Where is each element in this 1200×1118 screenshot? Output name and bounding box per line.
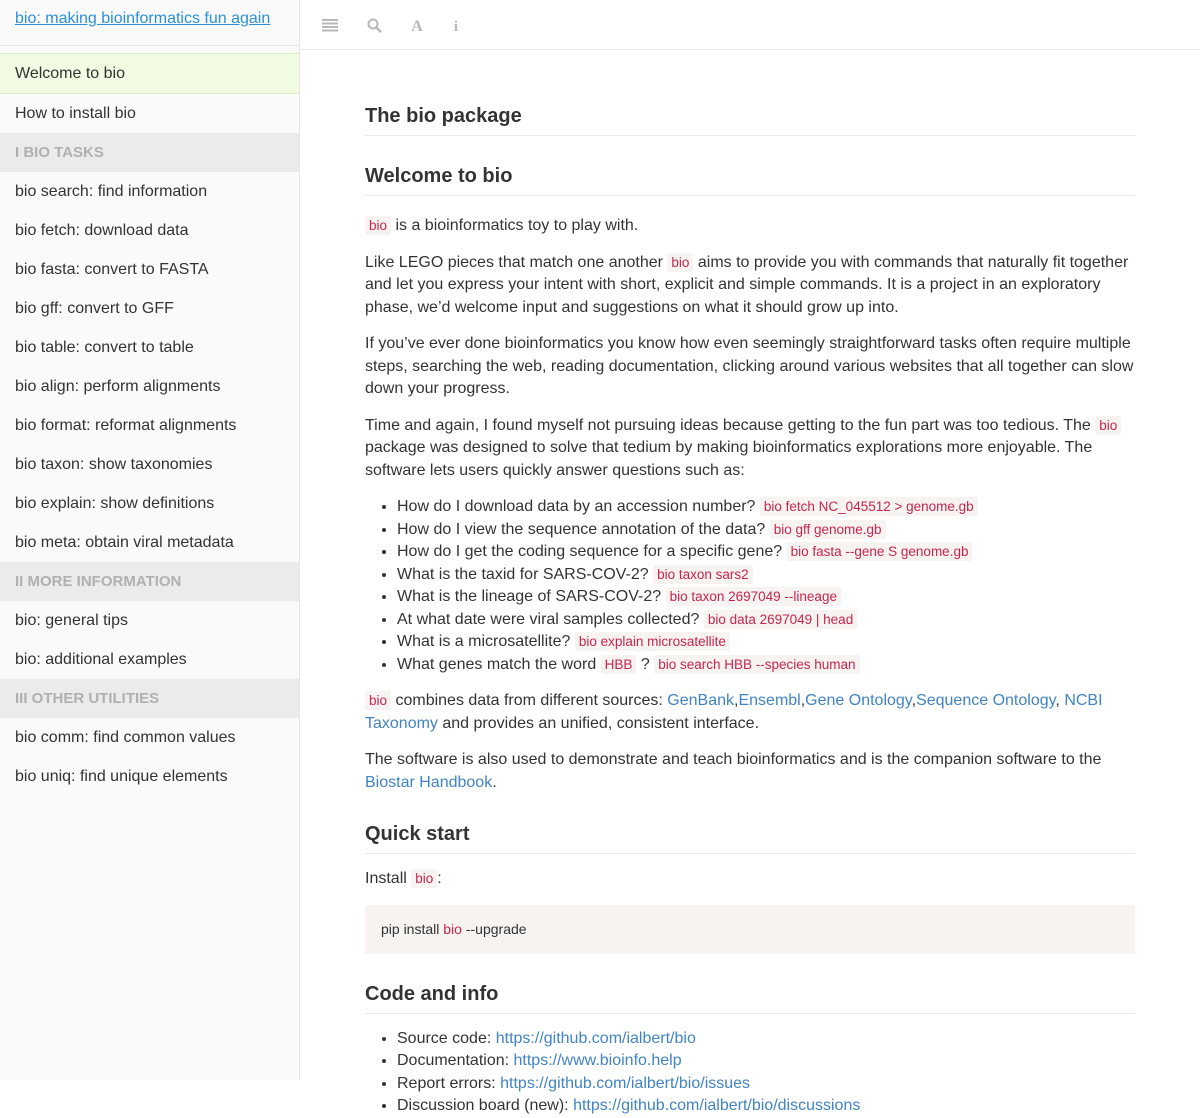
code-block [365, 905, 1135, 954]
info-link[interactable]: https://github.com/ialbert/bio/issues [500, 1074, 751, 1092]
code-text: --upgrade [461, 920, 527, 937]
info-link[interactable]: https://www.bioinfo.help [513, 1052, 682, 1069]
inline-code: bio [365, 216, 391, 235]
link-genbank[interactable]: GenBank [667, 692, 735, 709]
table-of-contents [0, 53, 299, 796]
command-code: bio search HBB --species human [654, 655, 859, 674]
inline-code: bio [365, 691, 391, 710]
lego-paragraph [365, 252, 1135, 320]
question-item [397, 586, 1135, 609]
list-icon[interactable] [319, 14, 341, 36]
progress-paragraph: If you’ve ever done bioinformatics you know how even seemingly straightforward tasks often require multiple steps, searching the web, reading documentation, clicking around various websites that all together can slow down your progress. [365, 335, 1134, 397]
svg-text:i: i [453, 18, 459, 33]
book-title [0, 0, 299, 46]
paragraph-text: The software is also used to demonstrate and teach bioinformatics and is the companion software to the [365, 751, 1102, 768]
intro-paragraph [365, 215, 1135, 238]
paragraph-text: is a bioinformatics toy to play with. [391, 217, 639, 234]
question-text: What genes match the word [397, 655, 601, 673]
command-code: bio fasta --gene S genome.gb [787, 542, 973, 561]
command-code: bio data 2697049 | head [704, 610, 857, 629]
question-text: How do I get the coding sequence for a specific gene? [397, 543, 787, 560]
question-text: ? [636, 655, 655, 673]
link-ensembl[interactable]: Ensembl [738, 692, 801, 709]
toc-item[interactable]: bio format: reformat alignments [15, 417, 237, 434]
code-info-heading: Code and info [365, 981, 1135, 1014]
toc-item[interactable]: bio: general tips [15, 612, 128, 629]
info-item [397, 1095, 1135, 1118]
font-icon[interactable] [406, 14, 428, 36]
toc-item[interactable]: bio meta: obtain viral metadata [15, 534, 234, 551]
main-content [365, 50, 1135, 1118]
toc-part-header: III OTHER UTILITIES [0, 679, 299, 718]
info-label: Documentation: [397, 1052, 514, 1069]
question-text: How do I download data by an accession number? [397, 498, 760, 515]
command-code: bio gff genome.gb [770, 520, 886, 539]
question-item [397, 654, 1135, 677]
info-label: Source code: [397, 1029, 496, 1047]
toc-item[interactable]: bio table: convert to table [15, 339, 194, 356]
paragraph-text: Install [365, 870, 412, 887]
command-code: bio fetch NC_045512 > genome.gb [760, 497, 978, 516]
command-code: HBB [601, 655, 637, 674]
toc-part-header: I BIO TASKS [0, 133, 299, 172]
question-text: What is the taxid for SARS-COV-2? [397, 565, 654, 583]
install-paragraph [365, 868, 1135, 891]
inline-code: bio [411, 869, 437, 888]
inline-code: bio [1095, 416, 1121, 435]
paragraph-text: combines data from different sources: [391, 692, 668, 709]
question-item [397, 564, 1135, 587]
link-biostar-handbook[interactable]: Biostar Handbook [365, 773, 493, 791]
book-title-link[interactable]: bio: making bioinformatics fun again [15, 10, 271, 27]
paragraph-text: package was designed to solve that tedium by making bioinformatics explorations more enjoyable. The software lets users quickly answer questions such as: [365, 439, 1093, 479]
toc-item[interactable]: bio align: perform alignments [15, 378, 221, 395]
questions-list [365, 496, 1135, 676]
toolbar [300, 0, 1200, 50]
paragraph-text: Like LEGO pieces that match one another [365, 253, 668, 271]
toc-item[interactable]: Welcome to bio [0, 53, 299, 94]
question-item [397, 541, 1135, 564]
info-label: Discussion board (new): [397, 1097, 574, 1114]
question-item [397, 609, 1135, 632]
command-code: bio taxon 2697049 --lineage [666, 587, 841, 606]
paragraph-text: and provides an unified, consistent interface. [437, 714, 760, 732]
info-link[interactable]: https://github.com/ialbert/bio [495, 1029, 696, 1047]
link-ncbi-taxonomy[interactable]: NCBI Taxonomy [365, 692, 1103, 732]
tedium-paragraph [365, 415, 1135, 483]
question-text: At what date were viral samples collected? [397, 610, 704, 628]
info-item [397, 1028, 1135, 1051]
paragraph-text: : [437, 870, 442, 887]
paragraph-text: Time and again, I found myself not pursuing ideas because getting to the fun part was too tedious. The [365, 416, 1096, 434]
link-sequence-ontology[interactable]: Sequence Ontology [916, 692, 1056, 709]
question-text: What is the lineage of SARS-COV-2? [397, 588, 666, 605]
code-keyword: bio [443, 920, 462, 937]
handbook-paragraph [365, 749, 1135, 794]
info-list [365, 1028, 1135, 1118]
welcome-heading: Welcome to bio [365, 163, 1135, 196]
toc-item[interactable]: bio fetch: download data [15, 222, 189, 239]
question-text: What is a microsatellite? [397, 633, 575, 650]
command-code: bio explain microsatellite [575, 632, 730, 651]
toc-part-header: II MORE INFORMATION [0, 562, 299, 601]
svg-text:A: A [411, 18, 423, 33]
toc-item[interactable]: bio search: find information [15, 183, 208, 200]
toc-item[interactable]: bio taxon: show taxonomies [15, 456, 213, 473]
command-code: bio taxon sars2 [653, 565, 753, 584]
toc-item[interactable]: bio fasta: convert to FASTA [15, 261, 209, 278]
sidebar [0, 0, 300, 1080]
question-text: How do I view the sequence annotation of the data? [397, 520, 770, 538]
info-item [397, 1050, 1135, 1073]
question-item [397, 519, 1135, 542]
sources-paragraph: bio combines data from different sources: GenBank,Ensembl,Gene Ontology,Sequence Ontology, NCBI Taxonomy and provides an unified, consistent interface. [365, 692, 1103, 732]
info-icon[interactable] [445, 14, 467, 36]
question-item [397, 631, 1135, 654]
inline-code: bio [667, 253, 693, 272]
toc-item[interactable]: bio comm: find common values [15, 729, 236, 746]
toc-item[interactable]: How to install bio [15, 105, 136, 122]
code-text: pip install [381, 920, 444, 937]
search-icon[interactable] [363, 14, 385, 36]
page-title: The bio package [365, 103, 1135, 136]
info-link[interactable]: https://github.com/ialbert/bio/discussions [573, 1097, 861, 1114]
toc-item[interactable]: bio explain: show definitions [15, 495, 215, 512]
quick-start-heading: Quick start [365, 821, 1135, 854]
question-item [397, 496, 1135, 519]
info-item [397, 1073, 1135, 1096]
toc-item[interactable]: bio: additional examples [15, 651, 187, 668]
link-gene-ontology[interactable]: Gene Ontology [805, 692, 912, 709]
toc-item[interactable]: bio uniq: find unique elements [15, 768, 228, 785]
paragraph-text: aims to provide you with commands that naturally fit together and let you express your intent with short, explicit and simple commands. It is a project in an exploratory phase, we’d welcome input and suggestions on what it should grow up into. [365, 253, 1129, 316]
info-label: Report errors: [397, 1074, 501, 1092]
toc-item[interactable]: bio gff: convert to GFF [15, 300, 174, 317]
paragraph-text: . [492, 773, 497, 791]
